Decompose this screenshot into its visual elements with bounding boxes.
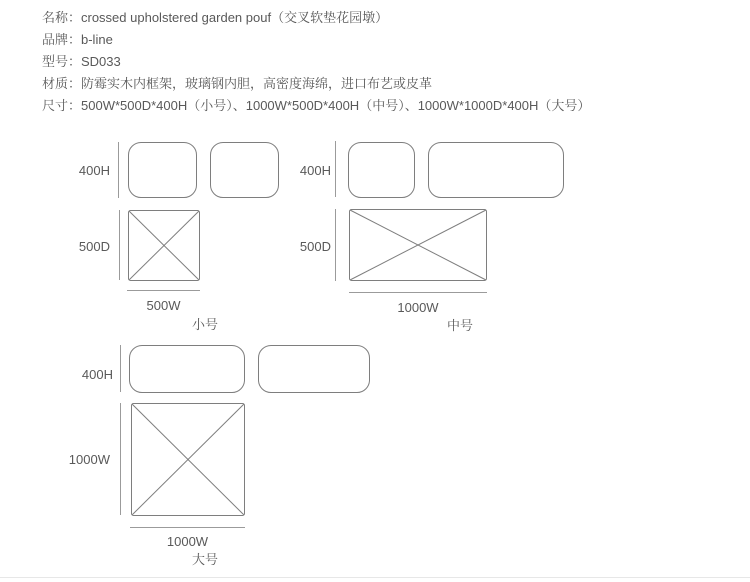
large-pouf-top-view-crossed [131, 403, 245, 516]
small-height-dimension-line [118, 142, 119, 198]
small-width-label: 500W [146, 298, 181, 313]
large-size-name: 大号 [191, 552, 218, 567]
bottom-divider [0, 577, 750, 578]
medium-depth-dimension-line [335, 209, 336, 281]
product-material-line: 材质：防霉实木内框架，玻璃钢内胆，高密度海绵，进口布艺或皮革 [42, 76, 433, 91]
large-pouf-front-view [129, 345, 245, 393]
medium-width-label: 1000W [397, 300, 439, 315]
product-dimensions-line: 尺寸：500W*500D*400H（小号）、1000W*500D*400H（中号）、1000W*1000D*400H（大号） [42, 98, 591, 113]
large-width-label: 1000W [166, 534, 209, 549]
medium-pouf-side-view [348, 142, 415, 198]
large-side-label: 1000W [68, 452, 110, 467]
small-pouf-side-view [210, 142, 279, 198]
small-width-dimension-line [127, 290, 200, 291]
medium-height-label: 400H [299, 163, 331, 178]
medium-depth-label: 500D [299, 239, 331, 254]
large-height-dimension-line [120, 345, 121, 392]
large-pouf-side-view [258, 345, 370, 393]
large-side-dimension-line [120, 403, 121, 515]
small-size-name: 小号 [191, 317, 218, 332]
large-height-label: 400H [81, 367, 113, 382]
product-model-line: 型号：SD033 [42, 54, 121, 69]
small-height-label: 400H [78, 163, 110, 178]
large-width-dimension-line [130, 527, 245, 528]
product-name-line: 名称：crossed upholstered garden pouf（交叉软垫花园墩） [42, 10, 389, 25]
small-pouf-top-view-crossed [128, 210, 200, 281]
small-depth-label: 500D [78, 239, 110, 254]
medium-height-dimension-line [335, 141, 336, 197]
product-info [42, 7, 590, 117]
medium-width-dimension-line [349, 292, 487, 293]
medium-size-name: 中号 [446, 318, 473, 333]
small-depth-dimension-line [119, 210, 120, 280]
small-pouf-front-view [128, 142, 197, 198]
product-brand-line: 品牌：b-line [42, 32, 113, 47]
medium-pouf-front-view [428, 142, 564, 198]
medium-pouf-top-view-crossed [349, 209, 487, 281]
